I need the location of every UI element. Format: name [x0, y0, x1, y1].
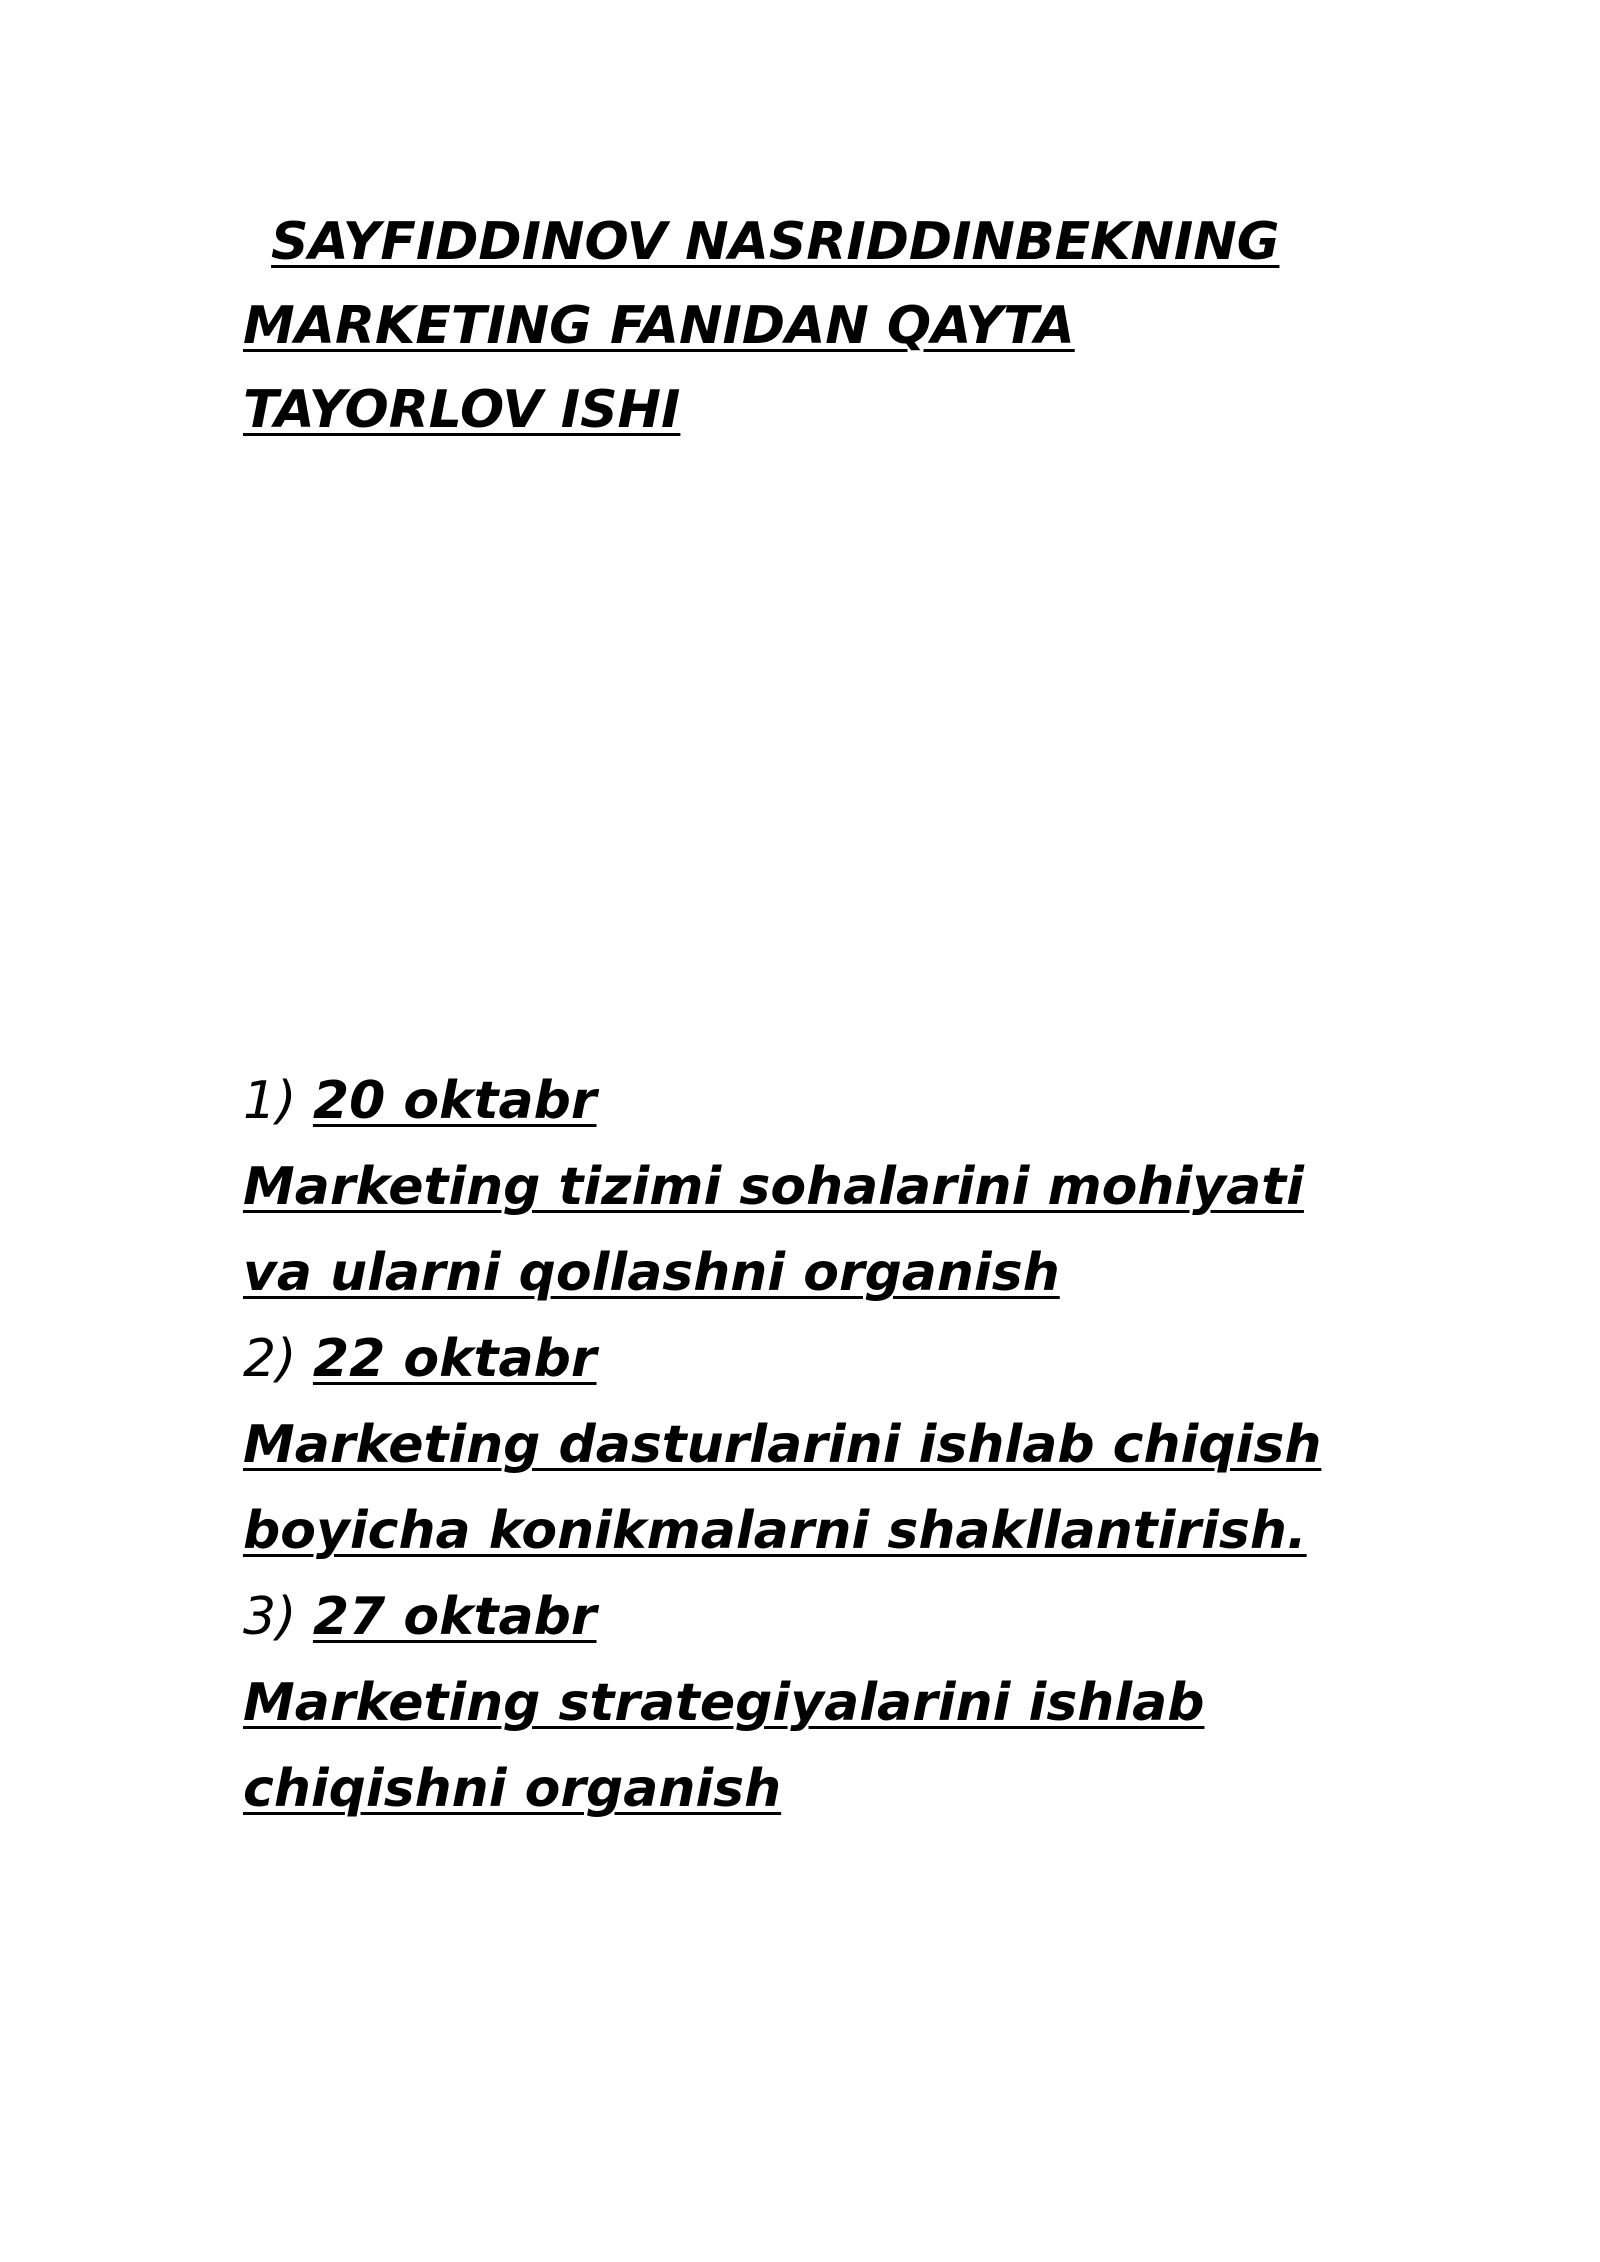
document-title [243, 200, 1393, 452]
schedule-item-3 [243, 1574, 1443, 1832]
item-number: 2) [243, 1329, 297, 1389]
item-description-line: Marketing tizimi sohalarini mohiyati [243, 1157, 1304, 1217]
item-description-line: boyicha konikmalarni shakllantirish. [243, 1501, 1307, 1561]
item-description [243, 1402, 1443, 1574]
item-description-line: Marketing strategiyalarini ishlab [243, 1673, 1205, 1733]
title-line-3: TAYORLOV ISHI [243, 380, 681, 440]
title-line-1: SAYFIDDINOV NASRIDDINBEKNING [271, 212, 1280, 272]
item-date: 27 oktabr [312, 1587, 597, 1647]
item-description-line: va ularni qollashni organish [243, 1243, 1060, 1303]
item-description [243, 1144, 1443, 1316]
schedule-item-1 [243, 1058, 1443, 1316]
schedule-item-2 [243, 1316, 1443, 1574]
item-description-line: Marketing dasturlarini ishlab chiqish [243, 1415, 1322, 1475]
item-date: 22 oktabr [312, 1329, 597, 1389]
item-number: 1) [243, 1071, 297, 1131]
item-heading [243, 1574, 1443, 1660]
item-number: 3) [243, 1587, 297, 1647]
schedule-list [243, 1058, 1443, 1832]
item-date: 20 oktabr [312, 1071, 597, 1131]
item-heading [243, 1058, 1443, 1144]
title-line-2: MARKETING FANIDAN QAYTA [243, 296, 1075, 356]
item-heading [243, 1316, 1443, 1402]
item-description [243, 1660, 1443, 1832]
item-description-line: chiqishni organish [243, 1759, 782, 1819]
